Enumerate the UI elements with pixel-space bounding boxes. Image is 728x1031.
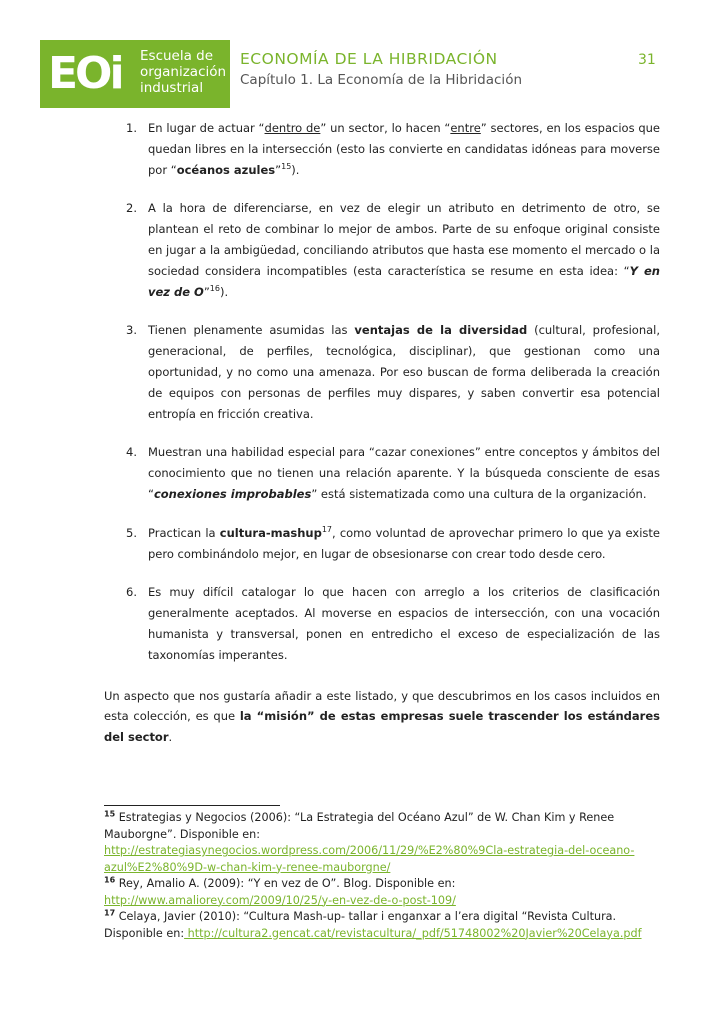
list-item [104,523,660,565]
text-run: Muestran una habilidad especial para “cazar conexiones” entre conceptos y ámbitos del conocimiento que no tienen una relación aparente. Y la búsqueda consciente de esas “ [148,445,660,501]
footnote-link[interactable]: http://cultura2.gencat.cat/revistacultura/_pdf/51748002%20Javier%20Celaya.pdf [184,926,642,940]
footnote-number: 16 [104,875,116,885]
text-run: Es muy difícil catalogar lo que hacen con arreglo a los criterios de clasificación generalmente aceptados. Al moverse en espacios de intersección, con una vocación humanista y transversal, ponen en entredicho el exceso de especialización de las taxonomías imperantes. [148,585,660,662]
list-number: 4. [126,445,137,460]
eoi-logo [40,40,230,108]
text-run: ” [203,284,210,299]
footnote-link[interactable]: http://www.amaliorey.com/2009/10/25/y-en-vez-de-o-post-109/ [104,893,456,907]
text-run: ” [275,162,282,177]
text-run: Practican la [148,525,220,540]
bold-text: ventajas de la diversidad [354,323,528,338]
list-number: 6. [126,585,137,600]
footnote-text: Celaya, Javier (2010): “Cultura Mash-up- tallar i enganxar a l’era digital “Revista Cultura. Disponible en: [104,910,617,940]
bold-text: océanos azules [176,162,276,177]
footnote-ref[interactable]: 17 [321,524,332,534]
document-title: ECONOMÍA DE LA HIBRIDACIÓN [240,50,498,68]
text-run: ” sectores, en los espacios que quedan libres en la intersección (esto las convierte en candidatas idóneas para moverse por “ [148,121,661,177]
text-run: ). [291,162,300,177]
page-header [40,40,690,108]
footnote-17 [104,909,664,942]
list-item [104,442,660,504]
text-run: ). [219,284,229,299]
list-number: 3. [126,323,137,338]
page-number: 31 [638,52,656,68]
text-run: ” un sector, lo hacen “ [320,121,451,135]
footnote-number: 17 [104,908,116,918]
logo-line-3: industrial [140,80,204,96]
text-run: (cultural, profesional, generacional, de perfiles, tecnológica, disciplinar), que gestionan como una oportunidad, y no como una amenaza. Por eso buscan de forma deliberada la creación de equipos con personas de perfiles muy dispares, y saben convertir esa potencial entropía en fricción creativa. [148,323,661,421]
list-number: 5. [126,525,137,540]
text-run: En lugar de actuar “ [148,121,265,135]
footnote-number: 15 [104,809,116,819]
bold-italic-text: Y en vez de O [148,263,660,299]
footnote-link[interactable]: http://estrategiasynegocios.wordpress.com/2006/11/29/%E2%80%9Cla-estrategia-del-oceano-azul%E2%80%9D-w-chan-kim-y-renee-mauborgne/ [104,844,635,874]
logo-line-1: Escuela de [140,48,214,64]
closing-paragraph [104,686,660,748]
text-run: ” está sistematizada como una cultura de la organización. [311,486,647,501]
text-run: Un aspecto que nos gustaría añadir a este listado, y que descubrimos en los casos incluidos en esta colección, es que [104,688,660,724]
list-number: 1. [126,121,137,135]
list-item [104,198,660,302]
text-run: . [168,730,173,745]
logo-letters: EOi [48,48,122,99]
footnote-ref[interactable]: 15 [281,161,292,171]
italic-text: conexiones improbables [153,486,312,501]
chapter-subtitle: Capítulo 1. La Economía de la Hibridación [240,72,523,88]
list-item [104,582,660,665]
bold-text: cultura-mashup [219,525,322,540]
list-item [104,118,660,180]
underlined-text: dentro de [264,121,321,135]
logo-text [140,48,226,96]
text-run: , como voluntad de aprovechar primero lo que ya existe pero combinándolo mejor, en lugar de obsesionarse con crear todo desde cero. [148,525,660,561]
bold-text: la “misión” de estas empresas suele trascender los estándares del sector [104,709,660,745]
body-text [104,118,660,759]
underlined-text: entre [450,121,481,135]
footnote-ref[interactable]: 16 [209,283,220,293]
footnote-text: Rey, Amalio A. (2009): “Y en vez de O”. Blog. Disponible en: [115,877,456,890]
list-number: 2. [126,201,137,216]
footnote-15 [104,810,664,876]
footnotes [104,805,664,942]
footnote-text: Estrategias y Negocios (2006): “La Estrategia del Océano Azul” de W. Chan Kim y Renee Mauborgne”. Disponible en: [104,811,615,841]
text-run: Tienen plenamente asumidas las [148,323,355,338]
footnote-divider [104,805,280,806]
logo-line-2: organización [140,64,227,80]
text-run: A la hora de diferenciarse, en vez de elegir un atributo en detrimento de otro, se plantean el reto de combinar lo mejor de ambos. Parte de su enfoque original consiste en jugar a la ambigüedad, conciliando atributos que hasta ese momento el mercado o la sociedad considera incompatibles (esta característica se resume en esta idea: “ [148,201,660,278]
list-item [104,320,660,424]
characteristics-list [104,118,660,666]
footnote-16 [104,876,664,909]
